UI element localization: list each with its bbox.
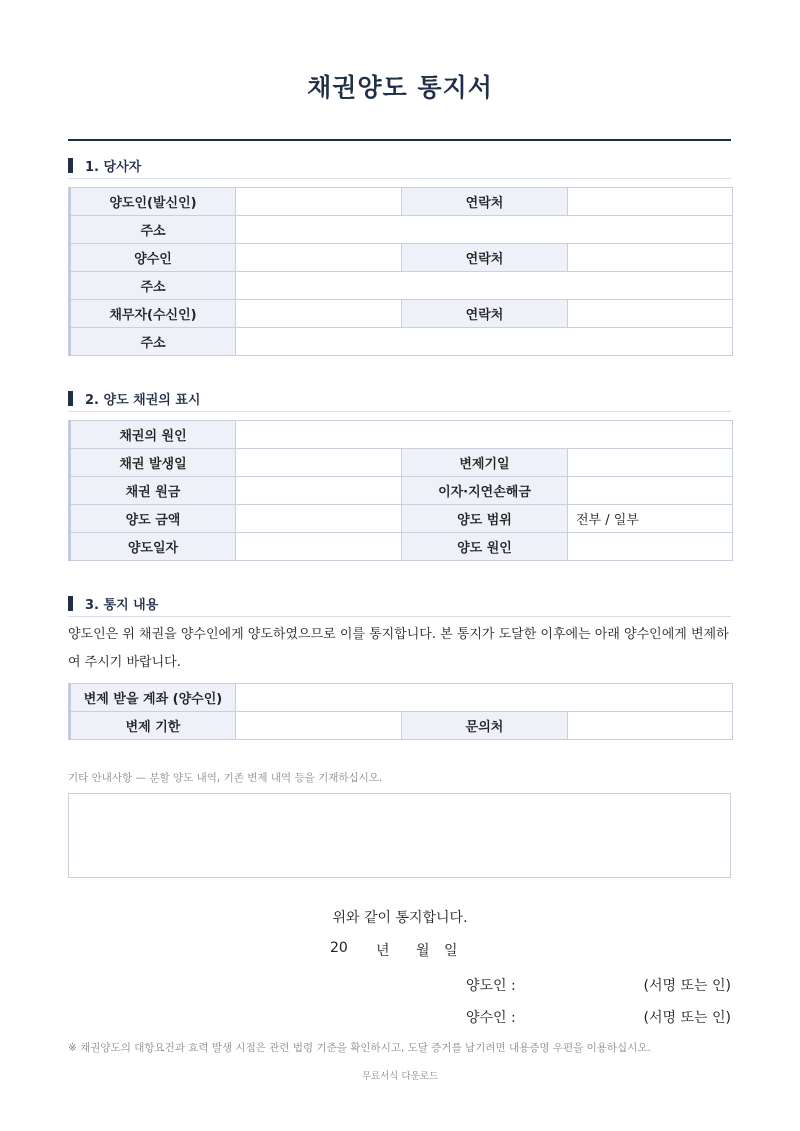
section-3-header [68,594,731,612]
assignee-field[interactable] [236,244,402,272]
assign-date-field[interactable] [236,533,402,561]
section-marker [68,158,73,173]
claim-table [68,420,733,561]
amount-field[interactable] [236,505,402,533]
interest-label: 이자·지연손해금 [402,477,568,505]
section-1-header [68,156,731,174]
year-prefix: 20 [330,940,348,956]
debtor-contact-label: 연락처 [402,300,568,328]
other-note-label: 기타 안내사항 — 분할 양도 내역, 기존 변제 내역 등을 기재하십시오. [68,772,383,784]
table-row [70,244,733,272]
account-label: 변제 받을 계좌 (양수인) [70,684,236,712]
day-label: 일 [444,943,458,959]
assignor-sign-row [466,975,731,995]
section-1-title: 1. 당사자 [85,159,142,175]
section-marker [68,596,73,611]
assignor-sign-label: 양도인 : [466,978,516,994]
section-2-divider [68,411,731,412]
section-3-divider [68,616,731,617]
assignor-address-field[interactable] [236,216,733,244]
assignee-contact-label: 연락처 [402,244,568,272]
other-note-box[interactable] [68,793,731,878]
footnote: ※ 채권양도의 대항요건과 효력 발생 시점은 관련 법령 기준을 확인하시고, 도달 증거를 남기려면 내용증명 우편을 이용하십시오. [68,1042,651,1054]
table-row [70,421,733,449]
title-divider [68,139,731,141]
table-row [70,684,733,712]
assignee-sign-row [466,1007,731,1027]
table-row [70,505,733,533]
assignee-contact-field[interactable] [568,244,733,272]
assignor-label: 양도인(발신인) [70,188,236,216]
assignee-label: 양수인 [70,244,236,272]
scope-field[interactable]: 전부 / 일부 [568,505,733,533]
assignee-sign-label: 양수인 : [466,1010,516,1026]
section-1-divider [68,178,731,179]
inquiry-label: 문의처 [402,712,568,740]
notice-text: 양도인은 위 채권을 양수인에게 양도하였으므로 이를 통지합니다. 본 통지가 도달한 이후에는 아래 양수인에게 변제하여 주시기 바랍니다. [68,627,729,670]
account-field[interactable] [236,684,733,712]
due-date-field[interactable] [568,449,733,477]
footer-text: 무료서식 다운로드 [361,1071,439,1082]
assignee-address-label: 주소 [70,272,236,300]
assignor-field[interactable] [236,188,402,216]
table-row [70,216,733,244]
assignor-contact-label: 연락처 [402,188,568,216]
debtor-label: 채무자(수신인) [70,300,236,328]
due-date-label: 변제기일 [402,449,568,477]
assign-cause-field[interactable] [568,533,733,561]
table-row [70,328,733,356]
interest-field[interactable] [568,477,733,505]
payment-table [68,683,733,740]
claim-date-label: 채권 발생일 [70,449,236,477]
claim-date-field[interactable] [236,449,402,477]
table-row [70,477,733,505]
assignor-contact-field[interactable] [568,188,733,216]
document-title: 채권양도 통지서 [307,73,493,102]
amount-label: 양도 금액 [70,505,236,533]
principal-label: 채권 원금 [70,477,236,505]
table-row [70,300,733,328]
parties-table [68,187,733,356]
assign-date-label: 양도일자 [70,533,236,561]
section-2-title: 2. 양도 채권의 표시 [85,392,201,408]
deadline-field[interactable] [236,712,402,740]
month-label: 월 [416,943,430,959]
assignor-sign-hint[interactable]: (서명 또는 인) [643,978,731,994]
section-marker [68,391,73,406]
debtor-address-field[interactable] [236,328,733,356]
closing-text: 위와 같이 통지합니다. [332,910,468,926]
scope-label: 양도 범위 [402,505,568,533]
table-row [70,272,733,300]
table-row [70,188,733,216]
debtor-contact-field[interactable] [568,300,733,328]
table-row [70,533,733,561]
deadline-label: 변제 기한 [70,712,236,740]
assignee-sign-hint[interactable]: (서명 또는 인) [643,1010,731,1026]
section-2-header [68,389,731,407]
principal-field[interactable] [236,477,402,505]
claim-cause-label: 채권의 원인 [70,421,236,449]
year-label: 년 [376,943,390,959]
assignor-address-label: 주소 [70,216,236,244]
table-row [70,449,733,477]
date-line [330,940,458,960]
assign-cause-label: 양도 원인 [402,533,568,561]
section-3-title: 3. 통지 내용 [85,597,159,613]
debtor-field[interactable] [236,300,402,328]
inquiry-field[interactable] [568,712,733,740]
assignee-address-field[interactable] [236,272,733,300]
debtor-address-label: 주소 [70,328,236,356]
table-row [70,712,733,740]
claim-cause-field[interactable] [236,421,733,449]
